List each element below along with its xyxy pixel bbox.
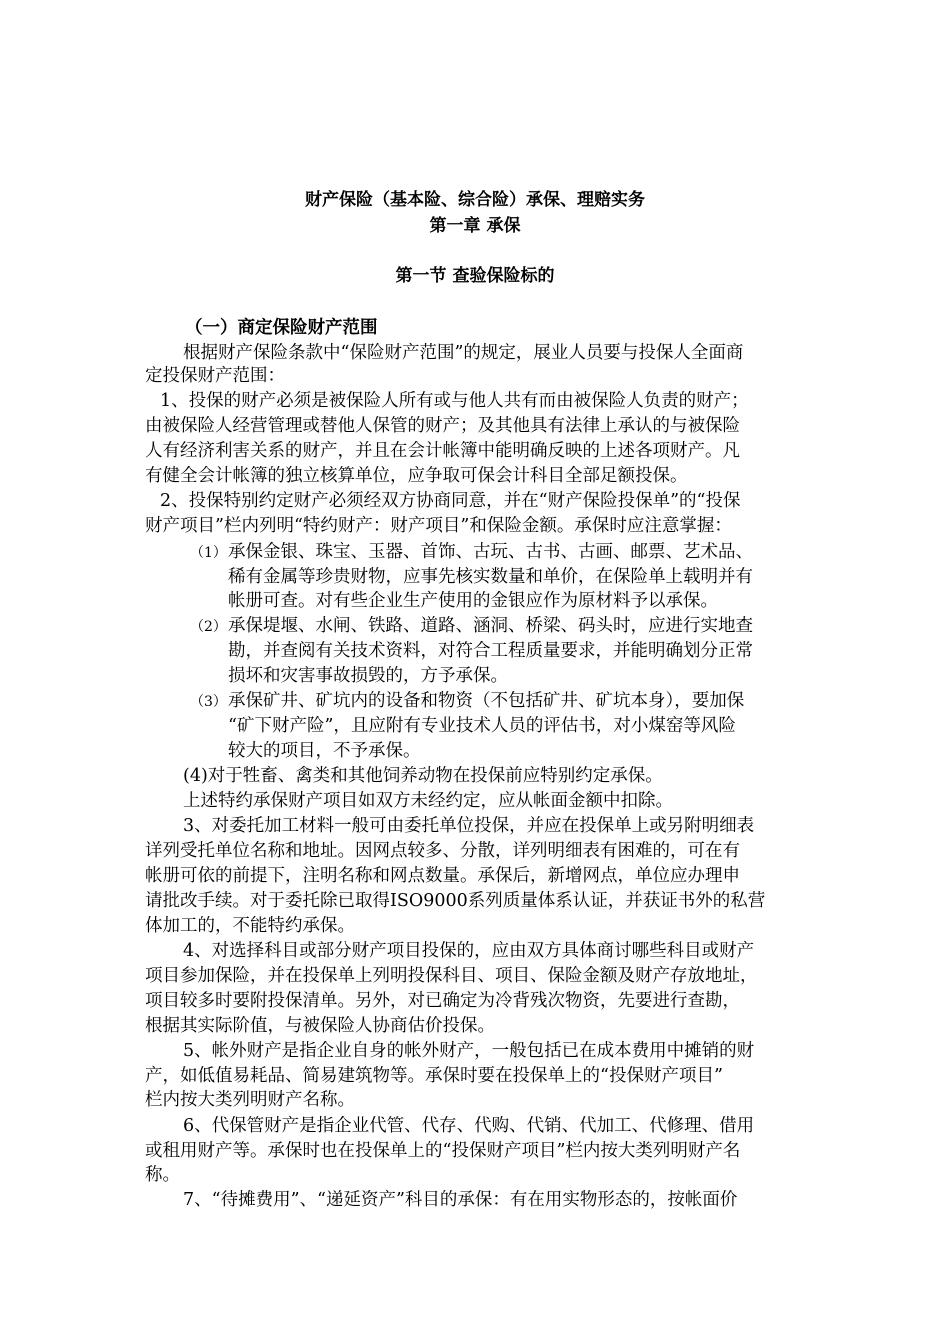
- list-item-line: 勘，并查阅有关技术资料，对符合工程质量要求，并能明确划分正常: [228, 641, 753, 661]
- paragraph-line: 有健全会计帐簿的独立核算单位，应争取可保会计科目全部足额投保。: [145, 466, 688, 486]
- paragraph-line: 称。: [145, 1165, 180, 1185]
- document-title: 财产保险（基本险、综合险）承保、理赔实务: [305, 190, 645, 210]
- paragraph-line: 由被保险人经营管理或替他人保管的财产；及其他具有法律上承认的与被保险: [145, 416, 740, 436]
- paragraph-line: 4、对选择科目或部分财产项目投保的，应由双方具体商讨哪些科目或财产: [183, 941, 755, 961]
- list-item-line: 承保矿井、矿坑内的设备和物资（不包括矿井、矿坑本身），要加保: [228, 691, 745, 711]
- paragraph-line: 项目较多时要附投保清单。另外，对已确定为冷背残次物资，先要进行查勘，: [145, 991, 740, 1011]
- section-heading: 第一节 查验保险标的: [395, 266, 555, 286]
- paragraph-line: 2、投保特别约定财产必须经双方协商同意，并在“财产保险投保单”的“投保: [160, 491, 741, 511]
- paragraph-line: 详列受托单位名称和地址。因网点较多、分散，详列明细表有困难的，可在有: [145, 841, 740, 861]
- paragraph-line: 财产项目”栏内列明“特约财产：财产项目”和保险金额。承保时应注意掌握：: [145, 516, 732, 536]
- list-label: （1）: [190, 545, 227, 561]
- paragraph-line: 产，如低值易耗品、简易建筑物等。承保时要在投保单上的“投保财产项目”: [145, 1066, 723, 1086]
- paragraph-line: (4)对于牲畜、禽类和其他饲养动物在投保前应特别约定承保。: [183, 766, 663, 786]
- paragraph-line: 3、对委托加工材料一般可由委托单位投保，并应在投保单上或另附明细表: [183, 816, 755, 836]
- paragraph-line: 6、代保管财产是指企业代管、代存、代购、代销、代加工、代修理、借用: [183, 1116, 755, 1136]
- paragraph-line: 上述特约承保财产项目如双方未经约定，应从帐面金额中扣除。: [183, 791, 673, 811]
- paragraph-line: 项目参加保险，并在投保单上列明投保科目、项目、保险金额及财产存放地址，: [145, 966, 758, 986]
- paragraph-line: 体加工的，不能特约承保。: [145, 916, 355, 936]
- paragraph-line: 根据其实际阶值，与被保险人协商估价投保。: [145, 1016, 495, 1036]
- list-label: （3）: [190, 694, 227, 710]
- paragraph-line: 根据财产保险条款中“保险财产范围”的规定，展业人员要与投保人全面商: [183, 343, 744, 363]
- paragraph-line: 或租用财产等。承保时也在投保单上的“投保财产项目”栏内按大类列明财产名: [145, 1141, 741, 1161]
- paragraph-line: 帐册可依的前提下，注明名称和网点数量。承保后，新增网点，单位应办理申: [145, 866, 740, 886]
- list-label: （2）: [190, 619, 227, 635]
- paragraph-line: 7、“待摊费用”、“递延资产”科目的承保：有在用实物形态的，按帐面价: [183, 1190, 738, 1210]
- paragraph-line: 人有经济利害关系的财产，并且在会计帐簿中能明确反映的上述各项财产。凡: [145, 441, 740, 461]
- list-item-line: “矿下财产险”，且应附有专业技术人员的评估书，对小煤窑等风险: [228, 716, 736, 736]
- paragraph-line: 1、投保的财产必须是被保险人所有或与他人共有而由被保险人负责的财产；: [160, 391, 749, 411]
- list-item-line: 损坏和灾害事故损毁的，方予承保。: [228, 666, 508, 686]
- chapter-heading: 第一章 承保: [429, 216, 521, 236]
- list-item-line: 较大的项目，不予承保。: [228, 741, 421, 761]
- list-item-line: 稀有金属等珍贵财物，应事先核实数量和单价，在保险单上载明并有: [228, 567, 753, 587]
- paragraph-line: 定投保财产范围：: [145, 366, 285, 386]
- paragraph-line: 请批改手续。对于委托除已取得ISO9000系列质量体系认证，并获证书外的私营: [145, 891, 766, 911]
- list-item-line: 承保堤堰、水闸、铁路、道路、涵洞、桥梁、码头时，应进行实地查: [228, 616, 753, 636]
- list-item-line: 承保金银、珠宝、玉器、首饰、古玩、古书、古画、邮票、艺术品、: [228, 542, 753, 562]
- list-item-line: 帐册可查。对有些企业生产使用的金银应作为原材料予以承保。: [228, 591, 718, 611]
- subheading: （一）商定保险财产范围: [185, 318, 378, 338]
- paragraph-line: 栏内按大类列明财产名称。: [145, 1090, 355, 1110]
- paragraph-line: 5、帐外财产是指企业自身的帐外财产，一般包括已在成本费用中摊销的财: [183, 1041, 755, 1061]
